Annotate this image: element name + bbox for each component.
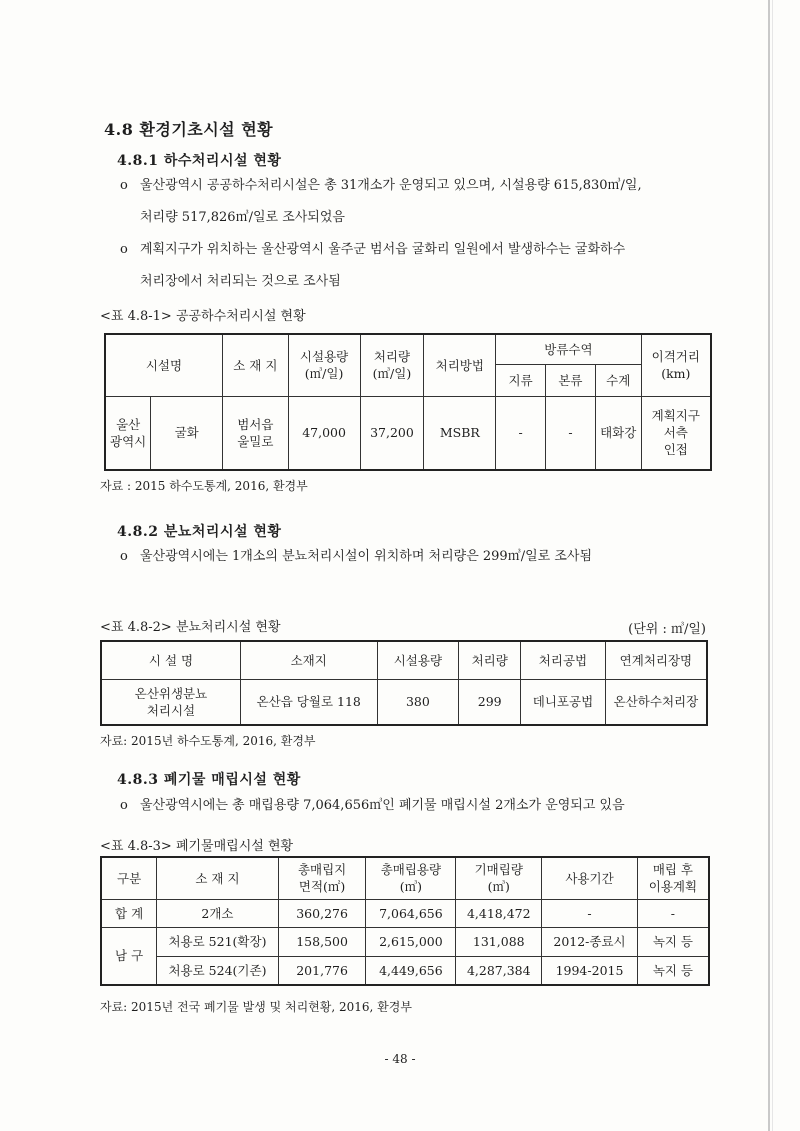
cell-capacity: 2,615,000 (366, 927, 456, 956)
cell-capacity: 380 (377, 679, 459, 725)
header-distance: 이격거리 (km) (641, 334, 711, 396)
header-usage-period: 사용기간 (542, 857, 638, 899)
cell-tributary: - (496, 396, 546, 470)
header-linked-plant: 연계처리장명 (605, 641, 707, 679)
cell-total-period: - (542, 899, 638, 927)
cell-plan: 녹지 등 (637, 956, 709, 985)
cell-linked-plant: 온산하수처리장 (605, 679, 707, 725)
cell-area: 158,500 (278, 927, 366, 956)
cell-treated: 299 (459, 679, 521, 725)
cell-capacity: 4,449,656 (366, 956, 456, 985)
table-row (101, 956, 709, 985)
cell-facility-name: 온산위생분뇨 처리시설 (101, 679, 240, 725)
table-row (105, 396, 711, 470)
header-treated: 처리량 (459, 641, 521, 679)
header-filled-amount: 기매립량 (㎥) (456, 857, 542, 899)
cell-filled: 131,088 (456, 927, 542, 956)
page-number: - 48 - (384, 1052, 416, 1066)
table-row (101, 679, 707, 725)
source-landfill: 자료: 2015년 전국 폐기물 발생 및 처리현황, 2016, 환경부 (100, 1000, 412, 1014)
cell-total-label: 합 계 (101, 899, 157, 927)
header-facility-name: 시설명 (105, 334, 222, 396)
cell-location: 범서읍 울밀로 (222, 396, 288, 470)
paragraph-sewage-1: o 울산광역시 공공하수처리시설은 총 31개소가 운영되고 있으며, 시설용량 615,830㎥/일, 처리량 517,826㎥/일로 조사되었음 (120, 178, 642, 225)
cell-period: 2012-종료시 (542, 927, 638, 956)
cell-method: MSBR (424, 396, 496, 470)
cell-plan: 녹지 등 (637, 927, 709, 956)
paragraph-sewage-2: o 계획지구가 위치하는 울산광역시 울주군 범서읍 굴화리 일원에서 발생하수는 굴화하수 처리장에서 처리되는 것으로 조사됨 (120, 242, 626, 289)
page-edge-line (768, 0, 770, 1131)
cell-total-plan: - (637, 899, 709, 927)
cell-location: 온산읍 당월로 118 (240, 679, 377, 725)
header-tributary: 지류 (496, 364, 546, 396)
header-location: 소 재 지 (222, 334, 288, 396)
table-row (101, 927, 709, 956)
cell-district: 남 구 (101, 927, 157, 985)
table-caption-sewage: <표 4.8-1> 공공하수처리시설 현황 (100, 309, 306, 324)
header-total-capacity: 총매립용량 (㎥) (366, 857, 456, 899)
cell-water-system: 태화강 (595, 396, 641, 470)
cell-period: 1994-2015 (542, 956, 638, 985)
header-method: 처리공법 (521, 641, 606, 679)
cell-city: 울산 광역시 (105, 396, 151, 470)
header-method: 처리방법 (424, 334, 496, 396)
cell-total-capacity: 7,064,656 (366, 899, 456, 927)
cell-capacity: 47,000 (288, 396, 360, 470)
cell-total-count: 2개소 (157, 899, 278, 927)
header-facility-name: 시 설 명 (101, 641, 240, 679)
header-location: 소 재 지 (157, 857, 278, 899)
table-row-total (101, 899, 709, 927)
cell-mainstream: - (546, 396, 596, 470)
cell-method: 데니포공법 (521, 679, 606, 725)
cell-area: 201,776 (278, 956, 366, 985)
unit-label: (단위 : ㎥/일) (628, 622, 706, 637)
cell-location: 처용로 521(확장) (157, 927, 278, 956)
cell-treated: 37,200 (360, 396, 424, 470)
sewage-facility-table (104, 333, 712, 471)
section-title: 4.8 환경기초시설 현황 (104, 120, 274, 139)
header-category: 구분 (101, 857, 157, 899)
cell-distance: 계획지구 서측 인접 (641, 396, 711, 470)
table-caption-landfill: <표 4.8-3> 폐기물매립시설 현황 (100, 839, 294, 854)
source-sewage: 자료 : 2015 하수도통계, 2016, 환경부 (100, 479, 308, 493)
cell-location: 처용로 524(기존) (157, 956, 278, 985)
paragraph-night-soil: o 울산광역시에는 1개소의 분뇨처리시설이 위치하며 처리량은 299㎥/일로 조사됨 (120, 549, 592, 564)
cell-filled: 4,287,384 (456, 956, 542, 985)
page-edge-line-inner (772, 0, 773, 1131)
header-capacity: 시설용량 (377, 641, 459, 679)
paragraph-landfill: o 울산광역시에는 총 매립용량 7,064,656㎥인 폐기물 매립시설 2개소가 운영되고 있음 (120, 798, 625, 813)
header-water-system: 수계 (595, 364, 641, 396)
header-mainstream: 본류 (546, 364, 596, 396)
subsection-title-landfill: 4.8.3 폐기물 매립시설 현황 (117, 772, 301, 788)
night-soil-facility-table (100, 640, 708, 726)
header-discharge: 방류수역 (496, 334, 641, 364)
cell-name: 굴화 (151, 396, 223, 470)
header-location: 소재지 (240, 641, 377, 679)
cell-total-filled: 4,418,472 (456, 899, 542, 927)
header-treated: 처리량 (㎥/일) (360, 334, 424, 396)
header-post-use-plan: 매립 후 이용계획 (637, 857, 709, 899)
header-total-area: 총매립지 면적(㎡) (278, 857, 366, 899)
cell-total-area: 360,276 (278, 899, 366, 927)
table-caption-night-soil: <표 4.8-2> 분뇨처리시설 현황 (100, 620, 281, 635)
header-capacity: 시설용량 (㎥/일) (288, 334, 360, 396)
subsection-title-sewage: 4.8.1 하수처리시설 현황 (117, 153, 282, 169)
subsection-title-night-soil: 4.8.2 분뇨처리시설 현황 (117, 524, 282, 540)
landfill-facility-table (100, 856, 710, 986)
source-night-soil: 자료: 2015년 하수도통계, 2016, 환경부 (100, 734, 316, 748)
